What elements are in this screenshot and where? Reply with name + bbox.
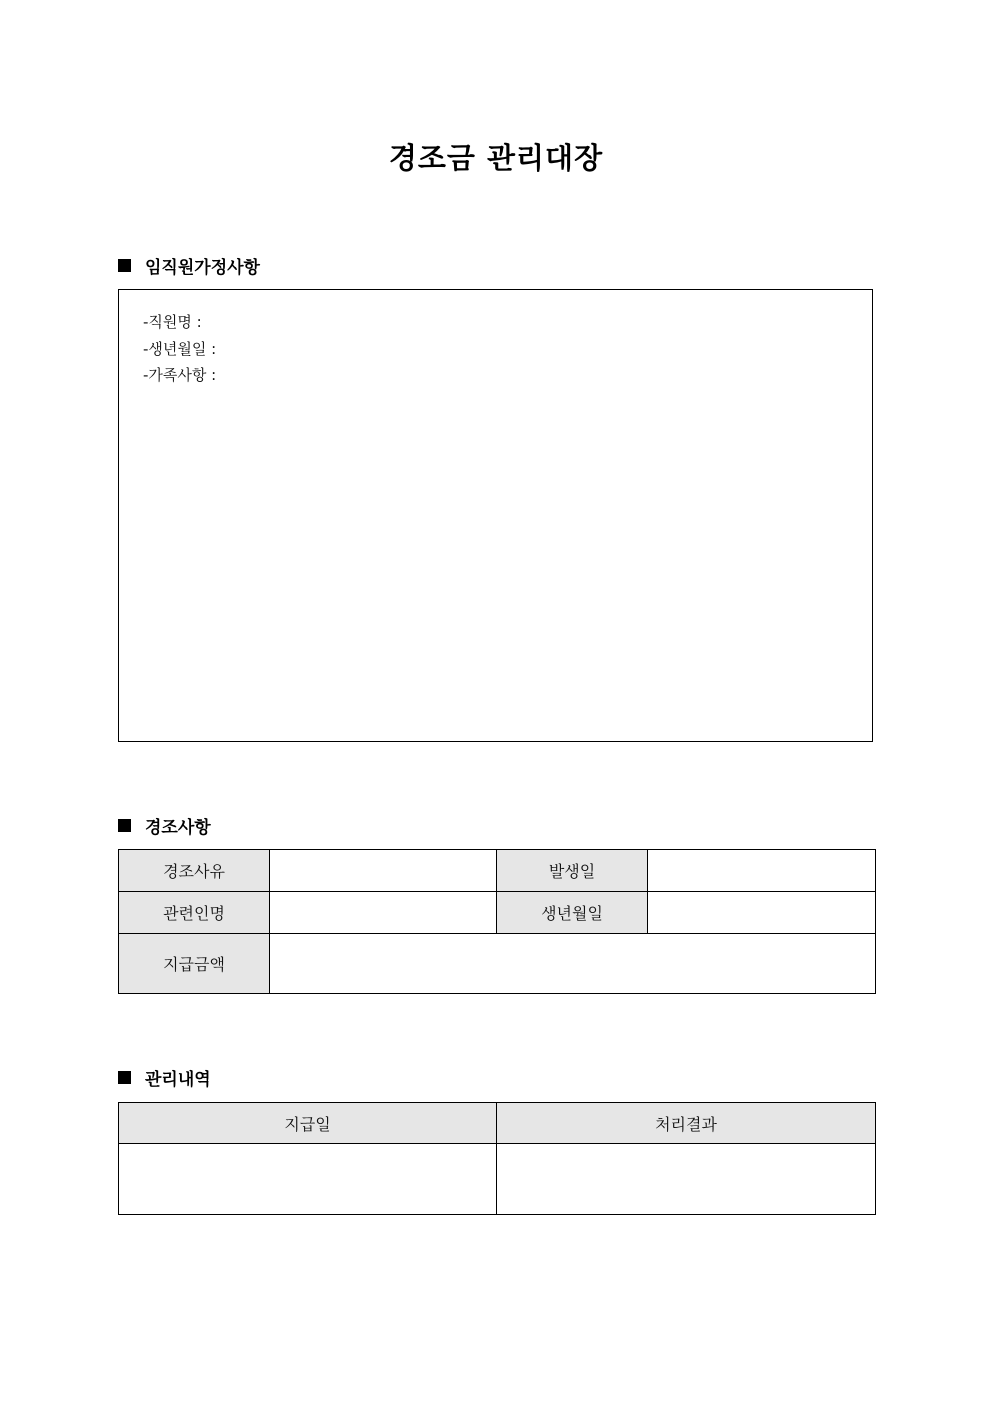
table-row: [119, 850, 876, 892]
event-table: [118, 849, 876, 994]
event-reason-field[interactable]: [270, 850, 497, 892]
section-heading-label: 경조사항: [145, 818, 211, 838]
column-header-result: 처리결과: [497, 1103, 876, 1144]
related-person-field[interactable]: [270, 892, 497, 934]
family-info-box[interactable]: [118, 289, 873, 742]
page-title: 경조금 관리대장: [388, 141, 604, 175]
table-row: [119, 892, 876, 934]
birthdate-line: -생년월일 :: [143, 339, 217, 358]
related-birthdate-field[interactable]: [648, 892, 876, 934]
section-heading-event: [118, 813, 211, 838]
related-person-label: 관련인명: [119, 892, 270, 934]
event-reason-label: 경조사유: [119, 850, 270, 892]
table-header-row: [119, 1103, 876, 1144]
result-field[interactable]: [497, 1144, 876, 1215]
square-bullet-icon: [118, 259, 131, 272]
column-header-payment-date: 지급일: [119, 1103, 497, 1144]
payment-amount-field[interactable]: [270, 934, 876, 994]
occurrence-date-field[interactable]: [648, 850, 876, 892]
square-bullet-icon: [118, 819, 131, 832]
related-birthdate-label: 생년월일: [497, 892, 648, 934]
table-row: [119, 934, 876, 994]
history-table: [118, 1102, 876, 1215]
square-bullet-icon: [118, 1071, 131, 1084]
payment-amount-label: 지급금액: [119, 934, 270, 994]
section-heading-history: [118, 1065, 211, 1090]
occurrence-date-label: 발생일: [497, 850, 648, 892]
section-heading-label: 임직원가정사항: [145, 258, 260, 278]
employee-name-line: -직원명 :: [143, 313, 202, 331]
table-row: [119, 1144, 876, 1215]
section-heading-label: 관리내역: [145, 1070, 211, 1090]
section-heading-family: [118, 253, 260, 278]
payment-date-field[interactable]: [119, 1144, 497, 1215]
family-details-line: -가족사항 :: [143, 366, 217, 384]
